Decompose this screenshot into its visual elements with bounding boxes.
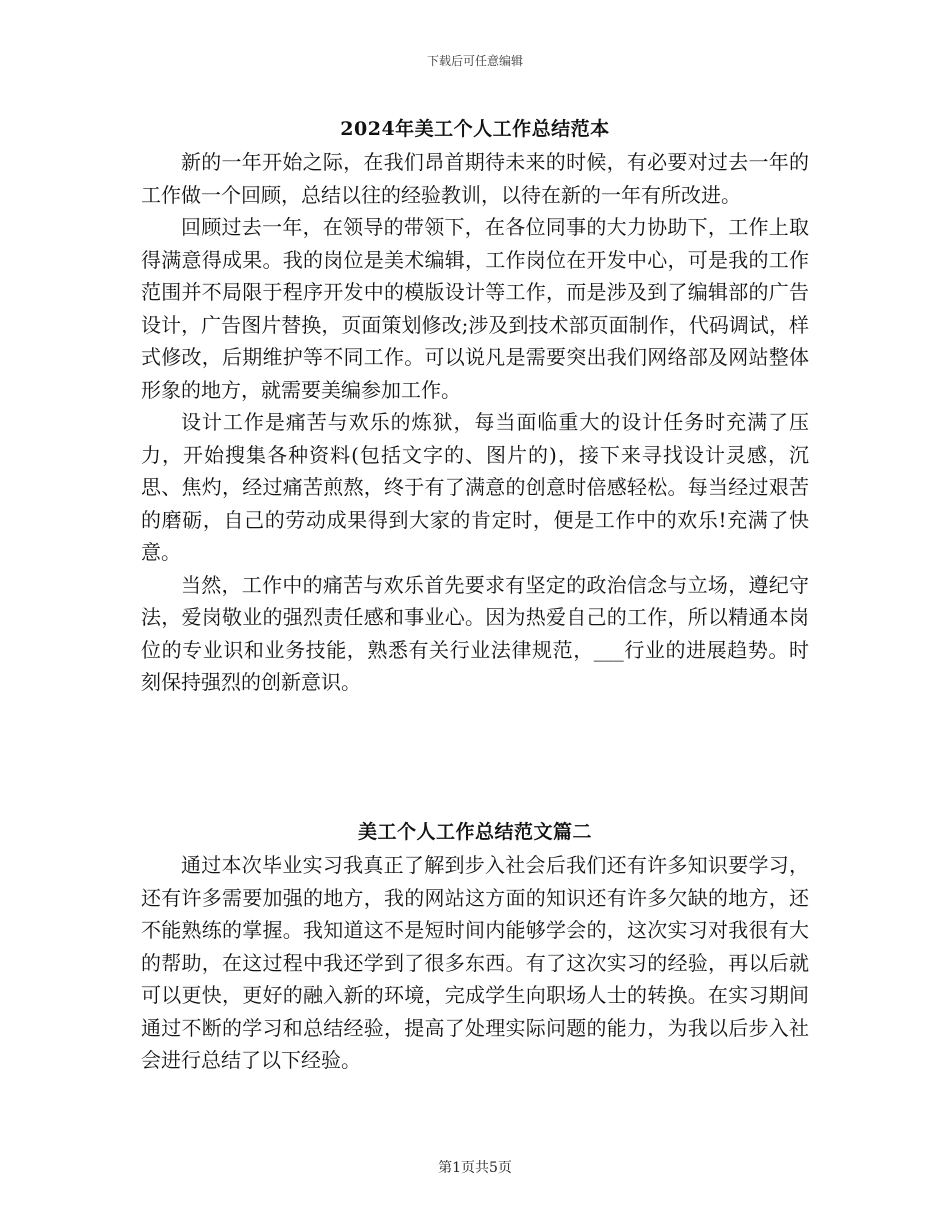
document-title: 2024年美工个人工作总结范本 xyxy=(340,118,610,140)
paragraph: 回顾过去一年，在领导的带领下，在各位同事的大力协助下，工作上取得满意得成果。我的岗位是美术编辑，工作岗位在开发中心，可是我的工作范围并不局限于程序开发中的模版设计等工作，而是涉及到了编辑部的广告设计，广告图片替换，页面策划修改;涉及到技术部页面制作，代码调试，样式修改，后期维护等不同工作。可以说凡是需要突出我们网络部及网站整体形象的地方，就需要美编参加工作。 xyxy=(141,215,809,402)
section-1-body xyxy=(141,146,809,699)
section-2-title: 美工个人工作总结范文篇二 xyxy=(357,821,592,843)
section-2-body xyxy=(141,849,809,1077)
page-number: 第1页共5页 xyxy=(438,1160,512,1176)
paragraph: 设计工作是痛苦与欢乐的炼狱，每当面临重大的设计任务时充满了压力，开始搜集各种资料(包括文字的、图片的)，接下来寻找设计灵感，沉思、焦灼，经过痛苦煎熬，终于有了满意的创意时倍感轻松。每当经过艰苦的磨砺，自己的劳动成果得到大家的肯定时，便是工作中的欢乐!充满了快意。 xyxy=(141,410,809,564)
page-header-note: 下载后可任意编辑 xyxy=(426,54,523,68)
paragraph: 当然，工作中的痛苦与欢乐首先要求有坚定的政治信念与立场，遵纪守法，爱岗敬业的强烈责任感和事业心。因为热爱自己的工作，所以精通本岗位的专业识和业务技能，熟悉有关行业法律规范，___行业的进展趋势。时刻保持强烈的创新意识。 xyxy=(141,572,809,694)
paragraph: 新的一年开始之际，在我们昂首期待未来的时候，有必要对过去一年的工作做一个回顾，总结以往的经验教训，以待在新的一年有所改进。 xyxy=(141,150,809,207)
paragraph: 通过本次毕业实习我真正了解到步入社会后我们还有许多知识要学习，还有许多需要加强的地方，我的网站这方面的知识还有许多欠缺的地方，还不能熟练的掌握。我知道这不是短时间内能够学会的，这次实习对我很有大的帮助，在这过程中我还学到了很多东西。有了这次实习的经验，再以后就可以更快，更好的融入新的环境，完成学生向职场人士的转换。在实习期间通过不断的学习和总结经验，提高了处理实际问题的能力，为我以后步入社会进行总结了以下经验。 xyxy=(141,853,809,1072)
